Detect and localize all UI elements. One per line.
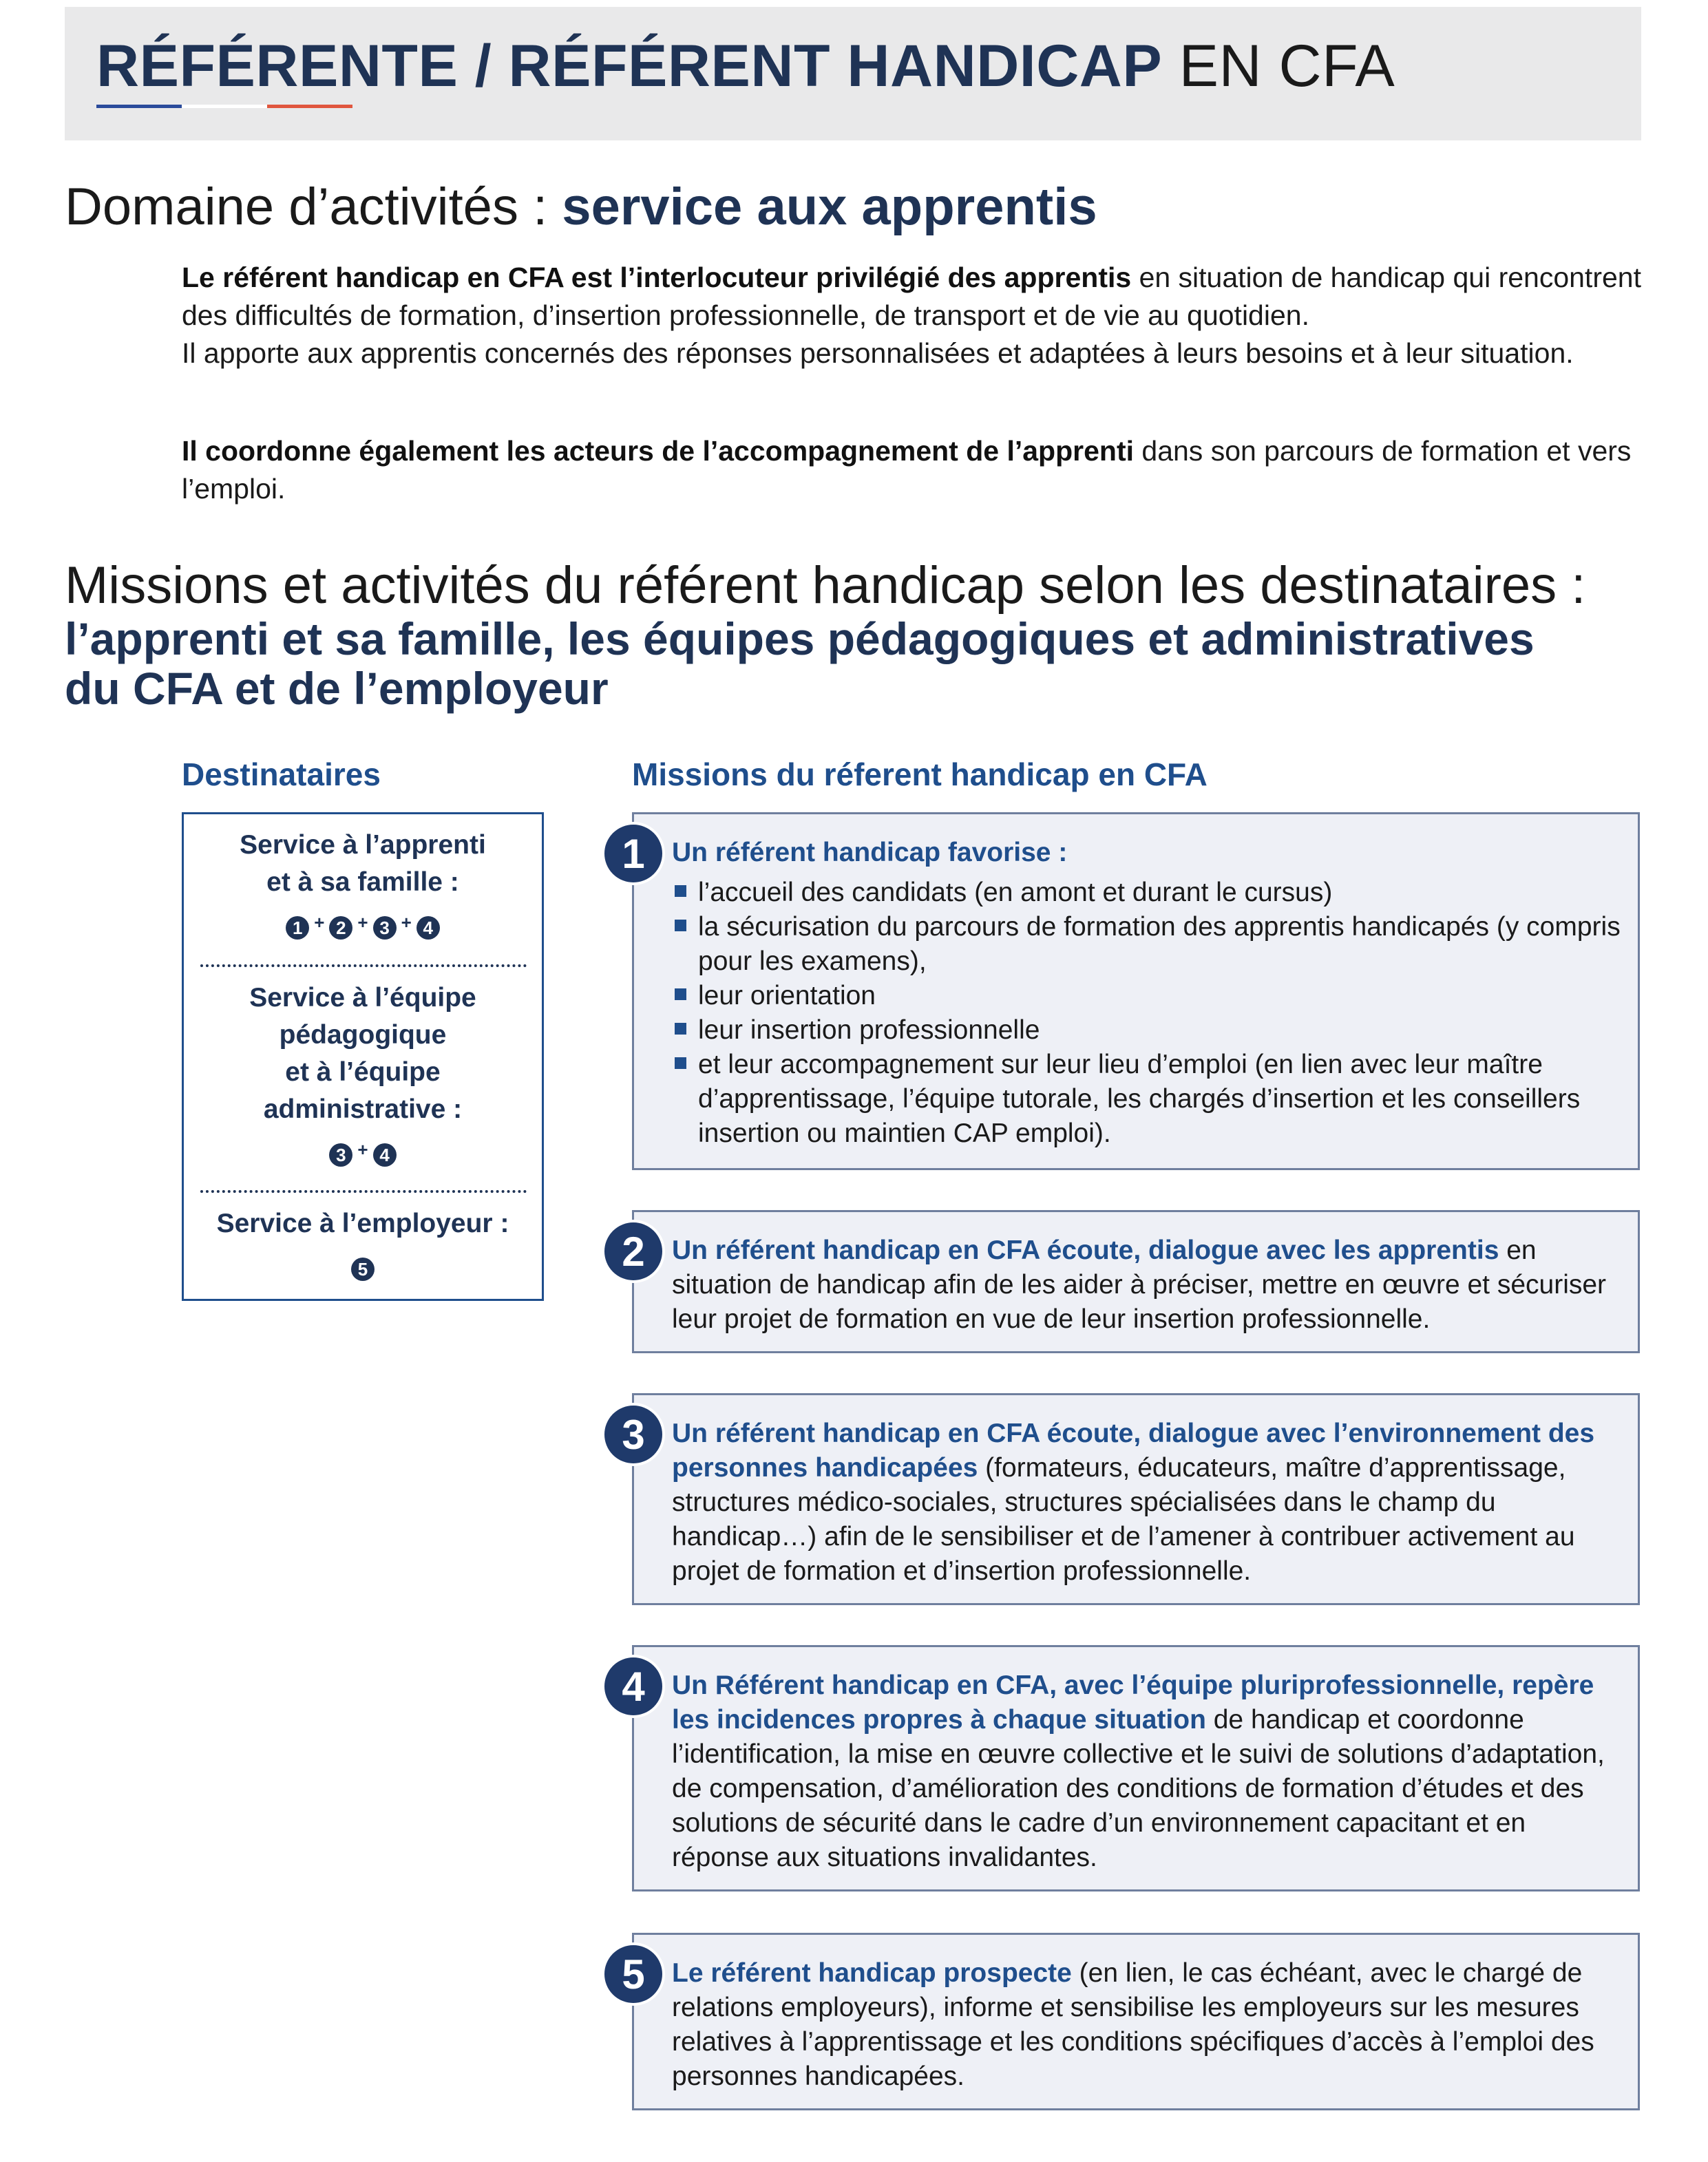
domain-p2-bold: Il coordonne également les acteurs de l’accompagnement de l’apprenti <box>182 435 1134 467</box>
bullet-text: et leur accompagnement sur leur lieu d’emploi (en lien avec leur maître d’apprentissage, l’équipe tutorale, les chargés d’insertion et les conseillers insertion ou maintien CAP emploi). <box>698 1050 1581 1148</box>
domain-title-bold: service aux apprentis <box>562 178 1097 236</box>
dest-group-1-numbers <box>184 911 542 940</box>
page-title-bold: RÉFÉRENTE / RÉFÉRENT HANDICAP <box>96 33 1163 99</box>
destinataires-heading: Destinataires <box>182 756 381 792</box>
bullet-text: l’accueil des candidats (en amont et durant le cursus) <box>698 878 1333 907</box>
dotted-divider <box>200 1190 527 1193</box>
mission-body-3: (formateurs, éducateurs, maître d’apprentissage, structures médico-sociales, structures spécialisées dans le champ du handicap…) afin de le sensibiliser et de l’amener à contribuer activement au projet de formation et d’insertion professionnelle. <box>672 1453 1575 1586</box>
missions-title-bold-2: du CFA et de l’employeur <box>65 663 609 714</box>
bullet-square-icon <box>675 920 686 931</box>
plus-sign: + <box>314 911 325 933</box>
bullet-square-icon <box>675 1023 686 1035</box>
domain-paragraph-2 <box>182 432 1641 508</box>
domain-p1-bold: Le référent handicap en CFA est l’interlocuteur privilégié des apprentis <box>182 262 1132 293</box>
domain-paragraph-1 <box>182 259 1641 372</box>
domain-p1-line2: Il apporte aux apprentis concernés des réponses personnalisées et adaptées à leurs besoins et à leur situation. <box>182 337 1574 369</box>
mission-title-5: Le référent handicap prospecte <box>672 1958 1072 1988</box>
mission-text-2 <box>672 1233 1622 1337</box>
dest-group-1-label-1: Service à l’apprenti <box>240 830 486 860</box>
bullet-text: leur orientation <box>698 981 876 1010</box>
domain-title <box>65 176 1097 238</box>
list-item <box>672 979 1622 1013</box>
domain-p1-rest: en situation de handicap qui rencontrent des difficultés de formation, d’insertion professionnelle, de transport et de vie au quotidien. <box>182 262 1641 331</box>
mission-title-4: Un Référent handicap en CFA, avec l’équipe pluriprofessionnelle, repère les incidences propres à chaque situation <box>672 1671 1594 1735</box>
dest-group-3-numbers <box>184 1258 542 1281</box>
number-badge: 3 <box>373 916 397 940</box>
list-item <box>672 1048 1622 1151</box>
number-badge: 2 <box>329 916 352 940</box>
mission-number-5: 5 <box>602 1942 665 2006</box>
dest-group-2-label-2: pédagogique <box>279 1020 447 1050</box>
plus-sign: + <box>357 911 368 933</box>
number-badge: 4 <box>373 1143 397 1167</box>
dest-group-3-label-1: Service à l’employeur : <box>216 1209 509 1238</box>
mission-body-5: (en lien, le cas échéant, avec le chargé de relations employeurs), informe et sensibilise les employeurs sur les mesures relatives à l’apprentissage et les conditions spécifiques d’accès à l’emploi des personnes handicapées. <box>672 1958 1594 2091</box>
flag-stripe-red <box>267 105 352 108</box>
list-item <box>672 1013 1622 1048</box>
number-badge: 1 <box>286 916 309 940</box>
number-badge: 4 <box>417 916 440 940</box>
mission-title-3: Un référent handicap en CFA écoute, dialogue avec l’environnement des personnes handicapées <box>672 1419 1595 1483</box>
bullet-square-icon <box>675 1057 686 1069</box>
page-title-rest: EN CFA <box>1179 33 1395 99</box>
domain-title-light: Domaine d’activités : <box>65 178 562 236</box>
missions-heading: Missions du réferent handicap en CFA <box>632 756 1208 792</box>
dest-group-2-numbers <box>184 1138 542 1167</box>
mission-text-5 <box>672 1956 1622 2094</box>
flag-stripe-blue <box>96 105 182 108</box>
page-title <box>96 32 1395 100</box>
mission-number-2: 2 <box>602 1220 665 1283</box>
mission-text-3 <box>672 1417 1622 1589</box>
mission-title-1: Un référent handicap favorise : <box>672 838 1068 867</box>
mission-body-4: de handicap et coordonne l’identification, la mise en œuvre collective et le suivi de solutions d’adaptation, de compensation, d’amélioration des conditions de formation d’études et des solutions de sécurité dans le cadre d’un environnement capacitant et en réponse aux situations invalidantes. <box>672 1705 1605 1872</box>
number-badge: 3 <box>329 1143 352 1167</box>
number-badge: 5 <box>351 1258 375 1281</box>
domain-p2-rest: dans son parcours de formation et vers l’emploi. <box>182 435 1632 505</box>
flag-stripe-white <box>182 105 267 108</box>
mission-body-2: en situation de handicap afin de les aider à préciser, mettre en œuvre et sécuriser leur projet de formation en vue de leur insertion professionnelle. <box>672 1236 1607 1334</box>
plus-sign: + <box>357 1138 368 1160</box>
mission-number-3: 3 <box>602 1403 665 1466</box>
missions-title-light: Missions et activités du référent handicap selon les destinataires : <box>65 556 1586 615</box>
missions-title-bold-1: l’apprenti et sa famille, les équipes pédagogiques et administratives <box>65 613 1535 664</box>
mission-text-1 <box>672 836 1622 1151</box>
mission-title-2: Un référent handicap en CFA écoute, dialogue avec les apprentis <box>672 1236 1499 1265</box>
list-item <box>672 876 1622 910</box>
dest-group-2-label-3: et à l’équipe <box>285 1057 441 1087</box>
dest-group-2-label-1: Service à l’équipe <box>249 983 476 1013</box>
dotted-divider <box>200 964 527 967</box>
mission-text-4 <box>672 1668 1622 1875</box>
destinataires-box <box>182 812 544 1301</box>
plus-sign: + <box>401 911 412 933</box>
bullet-text: la sécurisation du parcours de formation des apprentis handicapés (y compris pour les examens), <box>698 912 1621 976</box>
mission-number-4: 4 <box>602 1655 665 1718</box>
list-item <box>672 910 1622 979</box>
mission-1-bullet-list <box>672 876 1622 1151</box>
bullet-text: leur insertion professionnelle <box>698 1015 1040 1045</box>
bullet-square-icon <box>675 885 686 897</box>
dest-group-1-label-2: et à sa famille : <box>266 867 459 897</box>
mission-number-1: 1 <box>602 822 665 885</box>
bullet-square-icon <box>675 988 686 1000</box>
dest-group-2-label-4: administrative : <box>263 1094 463 1124</box>
